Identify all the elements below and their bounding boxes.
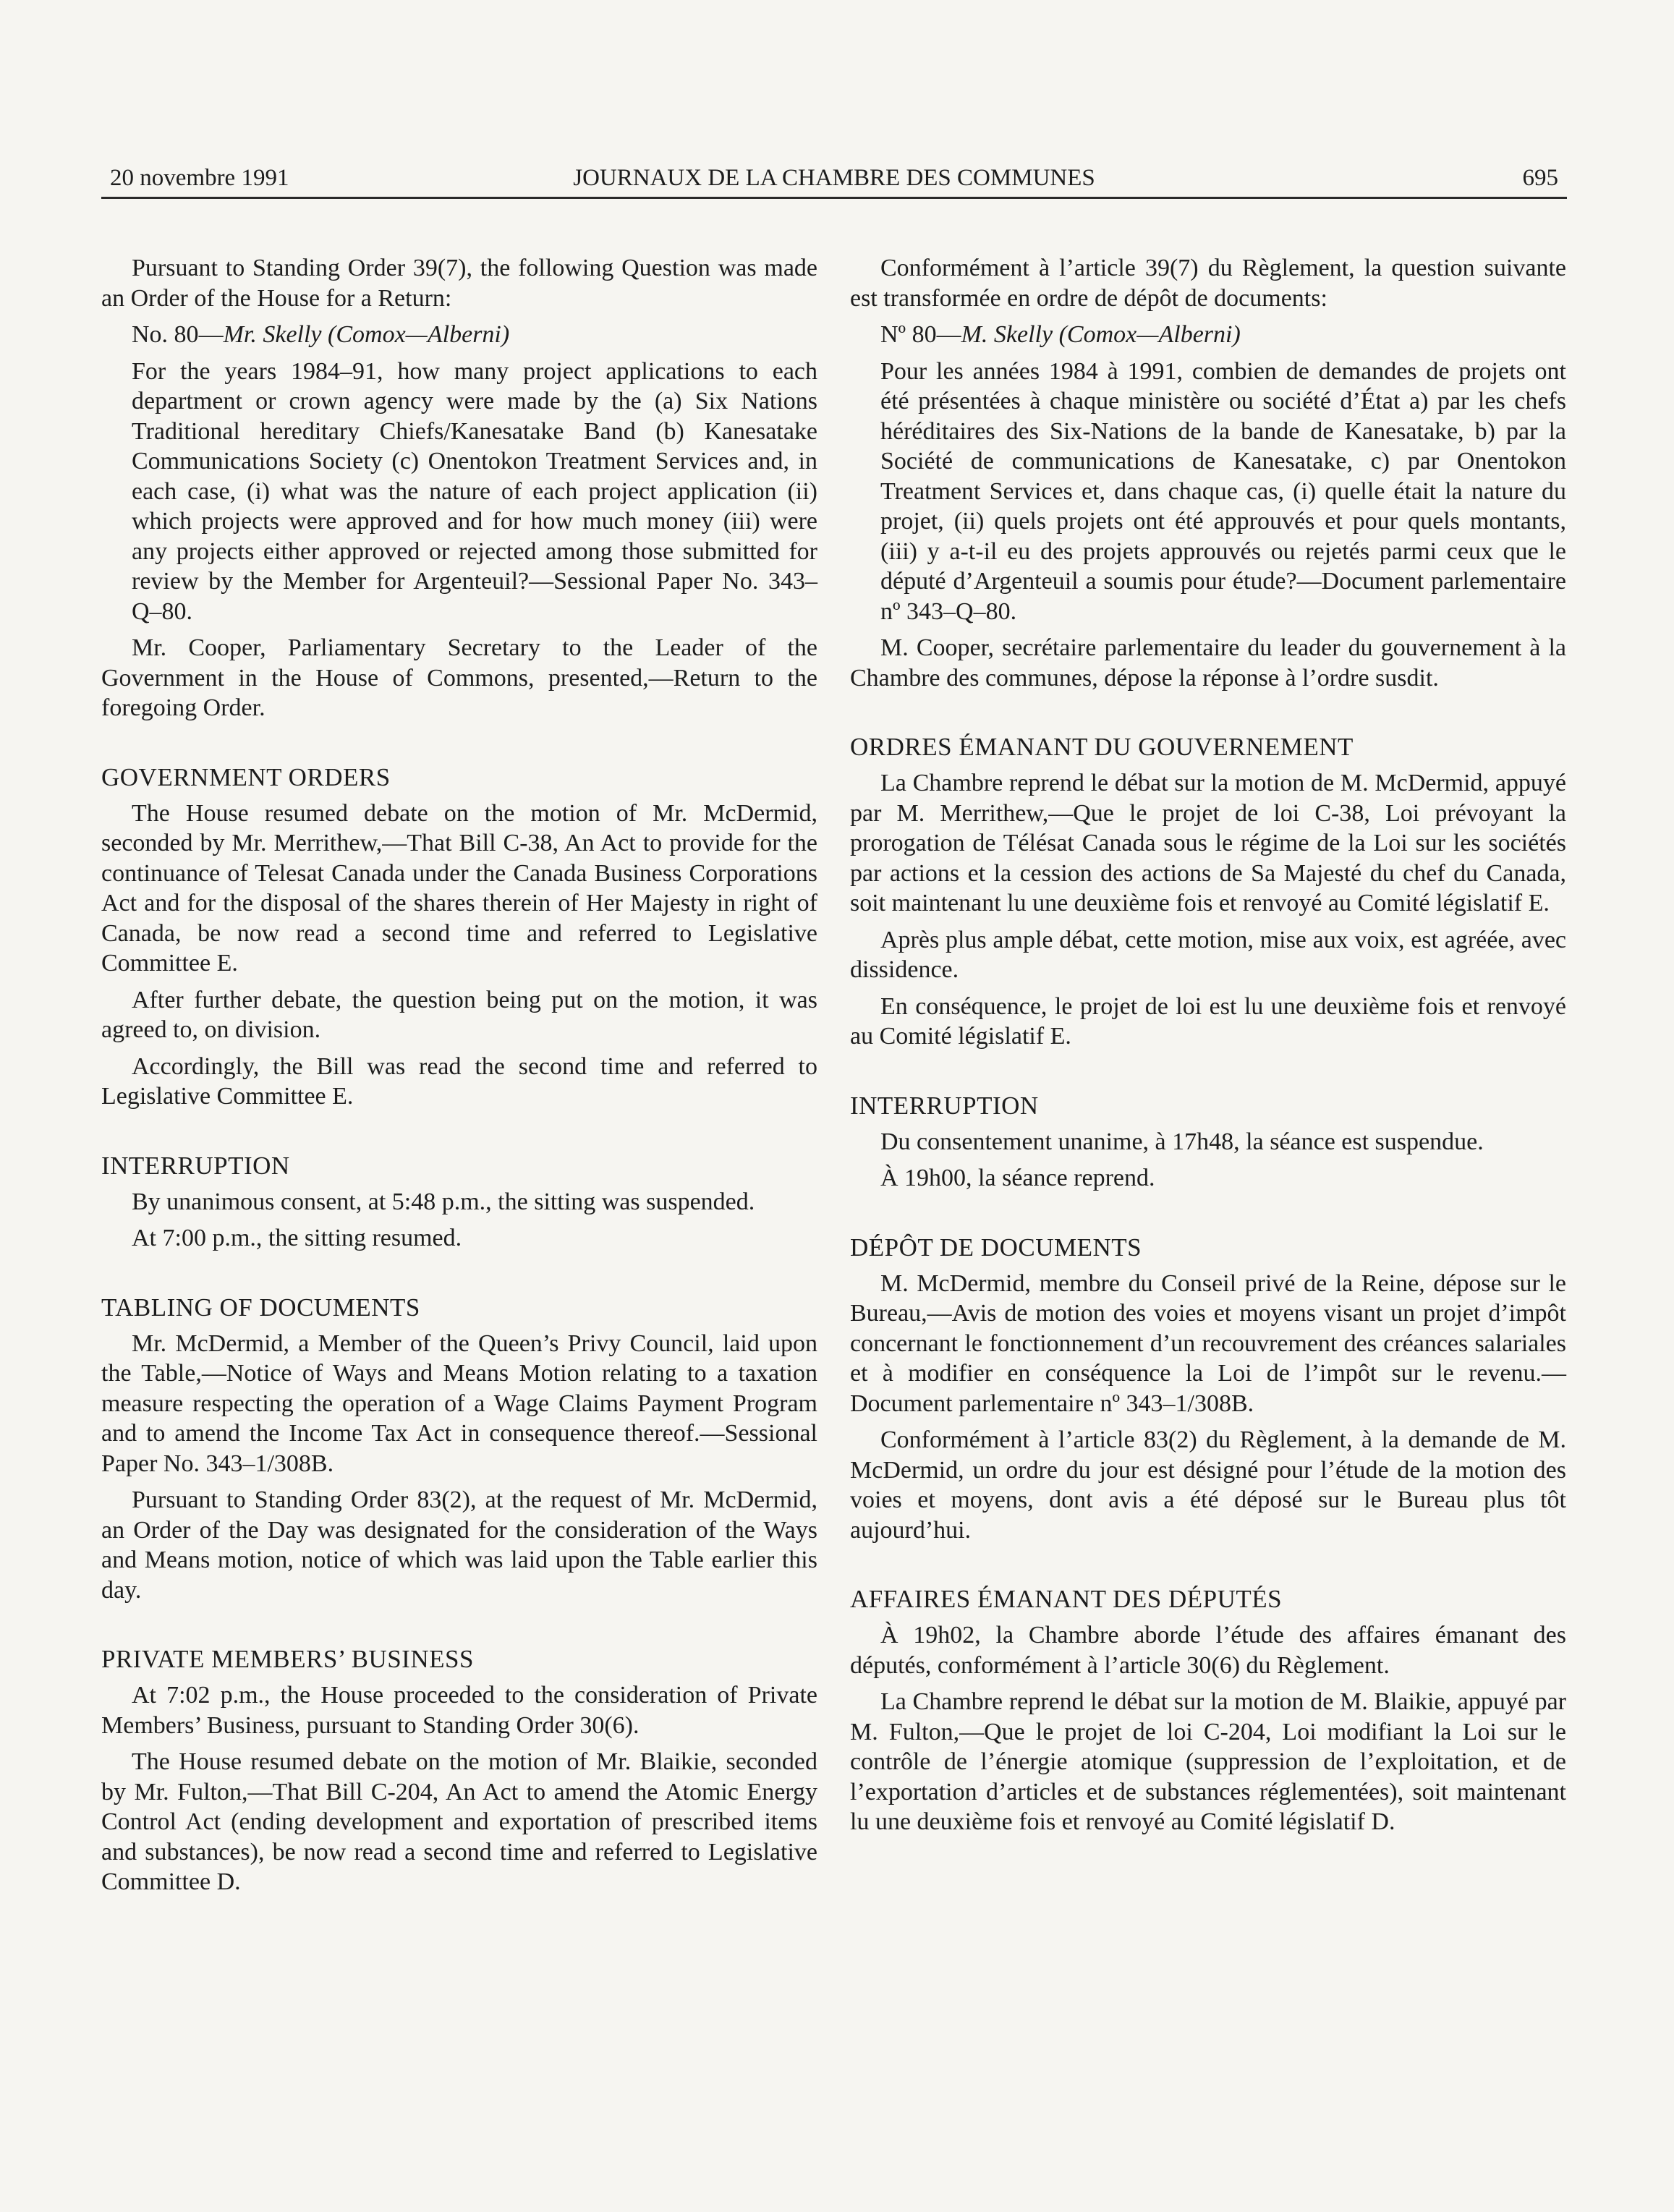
paragraph: At 7:02 p.m., the House proceeded to the consideration of Private Members’ Business, pursuant to Standing Order 30(6). [101,1682,817,1739]
question-member: M. Skelly (Comox—Alberni) [961,321,1241,348]
question-number: No. 80 [132,321,199,348]
english-column [101,253,817,1904]
interruption-section-fr [850,1091,1566,1194]
section-heading: DÉPÔT DE DOCUMENTS [850,1233,1142,1262]
header-date: 20 novembre 1991 [110,165,289,191]
running-header [101,162,1567,199]
section-heading: GOVERNMENT ORDERS [101,762,391,791]
paragraph: The House resumed debate on the motion of Mr. McDermid, seconded by Mr. Merrithew,—That Bill C-38, An Act to provide for the continuance of Telesat Canada under the Canada Business Corporations Act and for the disposal of the shares therein of Her Majesty in right of Canada, be now read a second time and referred to Legislative Committee E. [101,799,817,977]
government-orders-section-en [101,762,817,1112]
return-answer: Mr. Cooper, Parliamentary Secretary to the Leader of the Government in the House of Commons, presented,—Return to the foregoing Order. [101,634,817,721]
question-number: Nº 80 [880,321,937,348]
section-heading: ORDRES ÉMANANT DU GOUVERNEMENT [850,733,1354,761]
government-orders-section-fr [850,732,1566,1052]
returns-section-fr [850,253,1566,693]
question-line: No. 80—Mr. Skelly (Comox—Alberni) [132,321,510,348]
paragraph: Du consentement unanime, à 17h48, la séance est suspendue. [880,1128,1484,1155]
paragraph: La Chambre reprend le débat sur la motion de M. Blaikie, appuyé par M. Fulton,—Que le projet de loi C-204, Loi modifiant la Loi sur le contrôle de l’énergie atomique (suppression de l’exploitation, et de l’exportation d’articles et de substances réglementées), soit maintenant lu une deuxième fois et renvoyé au Comité législatif D. [850,1688,1566,1835]
paragraph: En conséquence, le projet de loi est lu une deuxième fois et renvoyé au Comité législatif E. [850,992,1566,1050]
private-members-section-en [101,1644,817,1897]
section-heading: PRIVATE MEMBERS’ BUSINESS [101,1645,474,1673]
paragraph: By unanimous consent, at 5:48 p.m., the sitting was suspended. [132,1188,755,1215]
returns-section-en [101,253,817,723]
returns-intro: Conformément à l’article 39(7) du Règlement, la question suivante est transformée en ordre de dépôt de documents: [850,255,1566,312]
paragraph: After further debate, the question being put on the motion, it was agreed to, on division. [101,986,817,1043]
tabling-section-en [101,1293,817,1606]
paragraph: Mr. McDermid, a Member of the Queen’s Privy Council, laid upon the Table,—Notice of Ways and Means Motion relating to a taxation measure respecting the operation of a Wage Claims Payment Program and to amend the Income Tax Act in consequence thereof.—Sessional Paper No. 343–1/308B. [101,1330,817,1477]
page-number: 695 [1522,165,1558,191]
paragraph: À 19h00, la séance reprend. [880,1165,1155,1191]
paragraph: At 7:00 p.m., the sitting resumed. [132,1225,462,1251]
paragraph: The House resumed debate on the motion of Mr. Blaikie, seconded by Mr. Fulton,—That Bill C-204, An Act to amend the Atomic Energy Control Act (ending development and exportation of prescribed items and substances), be now read a second time and referred to Legislative Committee D. [101,1748,817,1895]
paragraph: Après plus ample débat, cette motion, mise aux voix, est agréée, avec dissidence. [850,926,1566,983]
tabling-section-fr [850,1233,1566,1546]
section-heading: AFFAIRES ÉMANANT DES DÉPUTÉS [850,1585,1283,1613]
interruption-section-en [101,1151,817,1254]
returns-intro: Pursuant to Standing Order 39(7), the following Question was made an Order of the House for a Return: [101,255,817,312]
header-title: JOURNAUX DE LA CHAMBRE DES COMMUNES [573,165,1095,191]
paragraph: M. McDermid, membre du Conseil privé de la Reine, dépose sur le Bureau,—Avis de motion des voies et moyens visant un projet d’impôt concernant le fonctionnement d’un recouvrement des créances salariales et à modifier en conséquence la Loi de l’impôt sur le revenu.—Document parlementaire nº 343–1/308B. [850,1269,1566,1417]
private-members-section-fr [850,1584,1566,1837]
return-answer: M. Cooper, secrétaire parlementaire du leader du gouvernement à la Chambre des communes, dépose la réponse à l’ordre susdit. [850,634,1566,692]
section-heading: INTERRUPTION [850,1091,1039,1120]
section-heading: TABLING OF DOCUMENTS [101,1293,420,1322]
question-member: Mr. Skelly (Comox—Alberni) [223,321,510,348]
paragraph: Conformément à l’article 83(2) du Règlement, à la demande de M. McDermid, un ordre du jour est désigné pour l’étude de la motion des voies et moyens, dont avis a été déposé sur le Bureau plus tôt aujourd’hui. [850,1426,1566,1544]
french-column [850,253,1566,1844]
question-text: Pour les années 1984 à 1991, combien de demandes de projets ont été présentées à chaque ministère ou société d’État a) par les chefs héréditaires des Six-Nations de la bande de Kanesatake, b) par la Société de communications de Kanesatake, c) par Onentokon Treatment Services et, dans chaque cas, (i) quelle était la nature du projet, (ii) quels projets ont été approuvés et pour quels montants, (iii) y a-t-il eu des projets approuvés ou rejetés parmi ceux que le député d’Argenteuil a soumis pour étude?—Document parlementaire nº 343–Q–80. [880,357,1566,625]
question-line: Nº 80—M. Skelly (Comox—Alberni) [880,321,1241,348]
section-heading: INTERRUPTION [101,1151,290,1180]
paragraph: Accordingly, the Bill was read the second time and referred to Legislative Committee E. [101,1052,817,1110]
paragraph: À 19h02, la Chambre aborde l’étude des affaires émanant des députés, conformément à l’article 30(6) du Règlement. [850,1622,1566,1679]
question-text: For the years 1984–91, how many project applications to each department or crown agency were made by the (a) Six Nations Traditional hereditary Chiefs/Kanesatake Band (b) Kanesatake Communications Society (c) Onentokon Treatment Services and, in each case, (i) what was the nature of each project application (ii) which projects were approved and for how much money (iii) were any projects either approved or rejected among those submitted for review by the Member for Argenteuil?—Sessional Paper No. 343–Q–80. [132,357,817,625]
paragraph: La Chambre reprend le débat sur la motion de M. McDermid, appuyé par M. Merrithew,—Que le projet de loi C-38, Loi prévoyant la prorogation de Télésat Canada sous le régime de la Loi sur les sociétés par actions et la cession des actions de Sa Majesté du chef du Canada, soit maintenant lu une deuxième fois et renvoyé au Comité législatif E. [850,770,1566,916]
paragraph: Pursuant to Standing Order 83(2), at the request of Mr. McDermid, an Order of the Day was designated for the consideration of the Ways and Means motion, notice of which was laid upon the Table earlier this day. [101,1486,817,1604]
